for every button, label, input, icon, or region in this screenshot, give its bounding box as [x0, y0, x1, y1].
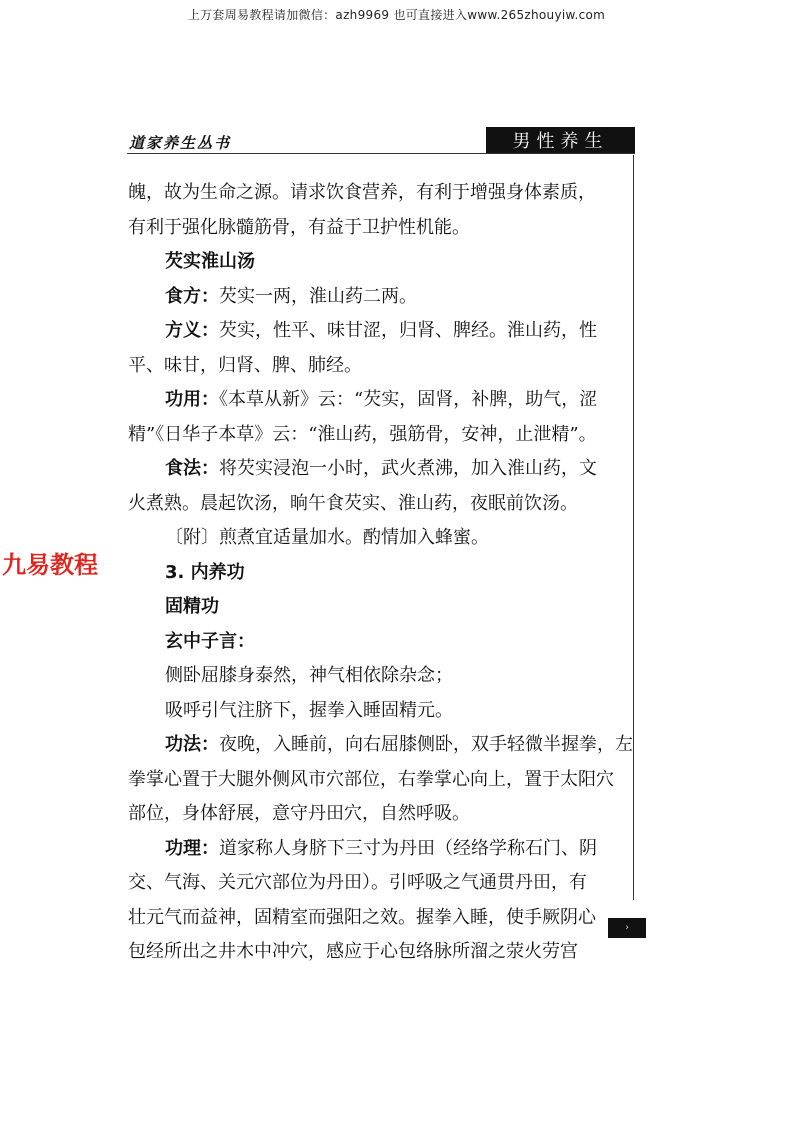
line-text: 〔附〕煎煮宜适量加水。酌情加入蜂蜜。	[165, 527, 489, 548]
text-line	[128, 383, 626, 418]
watermark: 九易教程	[2, 551, 98, 579]
line-text: 精”《日华子本草》云：“淮山药，强筋骨，安神，止泄精”。	[128, 423, 597, 445]
text-line	[128, 728, 633, 763]
line-label: 玄中子言：	[165, 630, 255, 652]
line-text: 魄，故为生命之源。请求饮食营养，有利于增强身体素质，	[128, 182, 596, 203]
body-text	[128, 176, 633, 970]
book-tag: 男性养生	[486, 127, 635, 153]
line-label: 食法：	[165, 458, 219, 479]
line-text: 火煮熟。晨起饮汤，晌午食芡实、淮山药，夜眠前饮汤。	[128, 492, 578, 514]
line-text: 拳掌心置于大腿外侧风市穴部位，右拳掌心向上，置于太阳穴	[128, 768, 614, 790]
text-line	[128, 556, 626, 591]
text-line	[128, 659, 626, 694]
line-text: 部位，身体舒展，意守丹田穴，自然呼吸。	[128, 803, 470, 824]
line-text: 平、味甘，归肾、脾、肺经。	[128, 354, 362, 376]
text-line	[128, 349, 626, 384]
line-text: 壮元气而益神，固精室而强阳之效。握拳入睡，使手厥阴心	[128, 906, 596, 928]
line-label: 3. 内养功	[165, 561, 245, 583]
text-line	[128, 590, 626, 625]
text-line	[128, 866, 626, 901]
side-rule	[633, 155, 634, 900]
line-text: 道家称人身脐下三寸为丹田（经络学称石门、阴	[219, 837, 597, 859]
text-line	[128, 763, 626, 798]
series-title: 道家养生丛书	[129, 134, 232, 152]
text-line	[128, 901, 626, 936]
text-line	[128, 487, 626, 522]
text-line	[128, 452, 626, 487]
line-text: 交、气海、关元穴部位为丹田）。引呼吸之气通贯丹田，有	[128, 872, 587, 893]
text-line	[128, 694, 626, 729]
line-label: 方义：	[165, 320, 219, 341]
line-label: 食方：	[165, 285, 219, 307]
line-text: 吸呼引气注脐下，握拳入睡固精元。	[165, 699, 453, 721]
text-line	[128, 521, 626, 556]
line-text: 包经所出之井木中冲穴，感应于心包络脉所溜之荥火劳宫	[128, 941, 578, 962]
line-text: 芡实一两，淮山药二两。	[219, 285, 417, 307]
text-line	[128, 280, 626, 315]
line-text: 夜晚，入睡前，向右屈膝侧卧，双手轻微半握拳，左	[219, 734, 633, 755]
text-line	[128, 314, 626, 349]
text-line	[128, 245, 626, 280]
line-label: 功法：	[165, 734, 219, 755]
text-line	[128, 797, 626, 832]
line-text: 《本草从新》云：“芡实，固肾，补脾，助气，涩	[219, 389, 598, 410]
line-label: 芡实淮山汤	[165, 251, 255, 272]
line-text: 有利于强化脉髓筋骨，有益于卫护性机能。	[128, 216, 470, 238]
line-label: 功用：	[165, 389, 219, 410]
page-tab: ›	[608, 918, 646, 938]
line-text: 将芡实浸泡一小时，武火煮沸，加入淮山药，文	[219, 458, 597, 479]
line-label: 固精功	[165, 596, 219, 617]
line-text: 侧卧屈膝身泰然，神气相依除杂念；	[165, 665, 453, 686]
top-note: 上万套周易教程请加微信：azh9969 也可直接进入www.265zhouyiw.com	[187, 8, 606, 22]
text-line	[128, 176, 626, 211]
header-rule	[127, 153, 635, 154]
text-line	[128, 211, 626, 246]
text-line	[128, 625, 626, 660]
text-line	[128, 832, 626, 867]
text-line	[128, 418, 626, 453]
line-text: 芡实，性平、味甘涩，归肾、脾经。淮山药，性	[219, 320, 597, 341]
text-line	[128, 935, 626, 970]
line-label: 功理：	[165, 837, 219, 859]
